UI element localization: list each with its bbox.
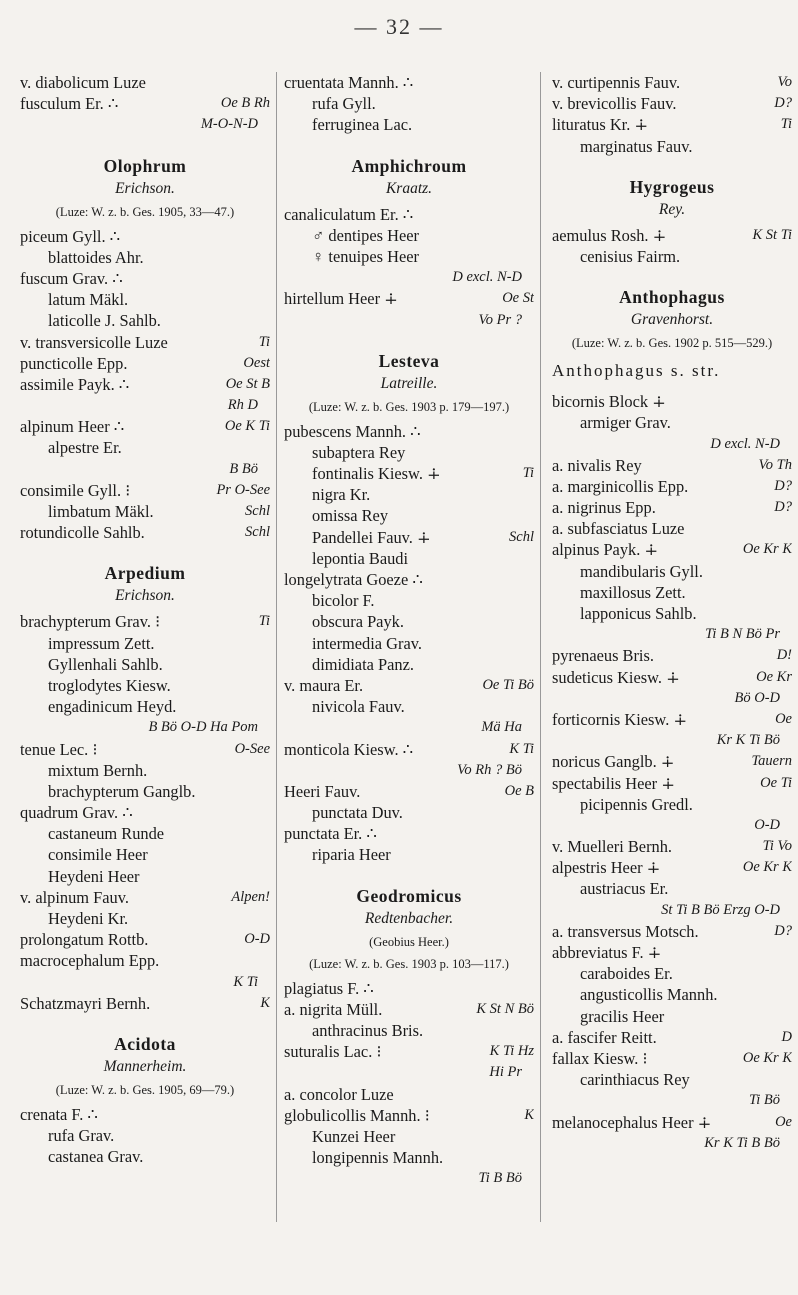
species-entry [552, 539, 792, 560]
synonym-entry [20, 844, 270, 865]
distribution-note: Oe Kr K [740, 857, 792, 878]
distribution-note: Tauern [748, 751, 792, 772]
species-name: alpinum Heer ∴ [20, 417, 125, 437]
synonym-entry [284, 442, 534, 463]
distribution-continuation: Vo Pr ? [478, 311, 522, 328]
species-entry [552, 1048, 792, 1069]
author-name: Redtenbacher. [364, 909, 454, 927]
genus-heading: Hygrogeus [629, 176, 715, 197]
synonym-entry [284, 505, 534, 526]
synonym-entry [20, 247, 270, 268]
distribution-continuation: Vo Rh ? Bö [457, 761, 522, 778]
species-name: Heeri Fauv. [284, 781, 361, 801]
species-name: anthracinus Bris. [312, 1021, 424, 1040]
species-name: puncticolle Epp. [20, 353, 128, 373]
species-name: carinthiacus Rey [580, 1070, 690, 1090]
synonym-entry [20, 823, 270, 844]
distribution-continuation: Rh D [227, 397, 258, 414]
synonym-entry [552, 963, 792, 984]
distribution-note: Oe B [502, 781, 534, 802]
species-name: latum Mäkl. [48, 290, 129, 310]
species-entry [552, 667, 792, 688]
species-name: alpinus Payk. ∔ [552, 540, 659, 560]
distribution-note: Oe Ti [757, 773, 792, 794]
species-entry [20, 802, 270, 823]
species-name: globulicollis Mannh. ⁝ [284, 1105, 430, 1125]
subgenus-heading: Anthophagus s. str. [552, 361, 721, 381]
species-entry [20, 353, 270, 374]
distribution-continuation: Ti Bö [748, 1092, 780, 1109]
species-name: nivicola Fauv. [312, 697, 405, 717]
species-name: v. curtipennis Fauv. [552, 73, 681, 92]
species-entry [552, 773, 792, 794]
synonym-entry [20, 289, 270, 310]
column-left [20, 72, 270, 1168]
species-name: tenue Lec. ⁝ [20, 739, 98, 759]
species-name: Schatzmayri Bernh. [20, 993, 151, 1013]
species-name: a. nigrita Müll. [284, 999, 383, 1019]
species-entry [284, 569, 534, 590]
species-name: bicolor F. [312, 591, 375, 611]
genus-heading: Amphichroum [351, 155, 467, 176]
species-name: intermedia Grav. [312, 633, 422, 653]
species-name: impressum Zett. [48, 633, 155, 653]
species-name: punctata Duv. [312, 803, 403, 823]
synonym-entry [20, 501, 270, 522]
species-name: spectabilis Heer ∔ [552, 773, 675, 793]
species-entry [552, 72, 792, 93]
species-name: armiger Grav. [580, 413, 671, 433]
distribution-continuation: St Ti B Bö Erzg O-D [661, 901, 780, 918]
synonym-entry [284, 463, 534, 484]
species-name: mixtum Bernh. [48, 760, 148, 780]
species-name: Pandellei Fauv. ∔ [312, 527, 431, 547]
species-name: brachypterum Grav. ⁝ [20, 612, 161, 632]
synonym-entry [552, 984, 792, 1005]
species-entry [552, 391, 792, 412]
synonym-entry [20, 760, 270, 781]
distribution-continuation: D excl. N-D [710, 435, 780, 452]
synonym-entry [552, 582, 792, 603]
species-name: consimile Gyll. ⁝ [20, 480, 131, 500]
species-entry [20, 887, 270, 908]
species-name: longelytrata Goeze ∴ [284, 570, 423, 589]
synonym-entry [552, 878, 792, 899]
species-entry [284, 204, 534, 225]
species-name: limbatum Mäkl. [48, 502, 154, 521]
distribution-note: K Ti Hz [487, 1041, 534, 1062]
distribution-note: Oe B Rh [218, 93, 270, 114]
species-name: punctata Er. ∴ [284, 824, 377, 844]
species-name: a. fascifer Reitt. [552, 1027, 657, 1047]
synonym-entry [284, 548, 534, 569]
species-name: crenata F. ∴ [20, 1104, 98, 1124]
distribution-note: Vo Th [756, 455, 792, 476]
species-name: v. brevicollis Fauv. [552, 94, 677, 114]
species-name: subaptera Rey [312, 442, 406, 462]
species-entry [552, 497, 792, 518]
species-name: ♂ dentipes Heer [312, 225, 419, 245]
species-name: prolongatum Rottb. [20, 930, 149, 950]
synonym-entry [284, 633, 534, 654]
author-name: Erichson. [115, 587, 175, 605]
distribution-continuation: B Bö [229, 460, 258, 477]
species-name: angusticollis Mannh. [580, 985, 718, 1005]
genus-heading: Olophrum [103, 155, 187, 176]
species-name: fontinalis Kiesw. ∔ [312, 464, 441, 484]
synonym-entry [552, 1069, 792, 1090]
distribution-continuation: Kr K Ti Bö [716, 732, 780, 749]
species-entry [20, 611, 270, 632]
species-name: lapponicus Sahlb. [580, 604, 697, 623]
species-name: sudeticus Kiesw. ∔ [552, 667, 680, 687]
distribution-continuation: D excl. N-D [452, 269, 522, 286]
species-name: v. Muelleri Bernh. [552, 837, 673, 857]
synonym-entry [284, 1147, 534, 1168]
species-name: bicornis Block ∔ [552, 392, 666, 412]
literature-reference: (Luze: W. z. b. Ges. 1903 p. 103—117.) [309, 956, 509, 971]
distribution-note: Ti [778, 114, 792, 135]
species-name: a. concolor Luze [284, 1084, 394, 1104]
species-name: gracilis Heer [580, 1006, 665, 1026]
distribution-note: Vo [775, 72, 793, 93]
species-entry [284, 781, 534, 802]
species-name: a. subfasciatus Luze [552, 519, 685, 539]
synonym-entry [552, 603, 792, 624]
synonym-entry [20, 696, 270, 717]
distribution-note: Oe St B [223, 374, 270, 395]
distribution-note: Oe [772, 1112, 792, 1133]
species-name: lepontia Baudi [312, 548, 409, 568]
distribution-note: Oe [772, 709, 792, 730]
distribution-continuation: Ti B N Bö Pr [705, 626, 780, 643]
author-name: Mannerheim. [103, 1057, 187, 1075]
distribution-note: K St Ti [750, 225, 793, 246]
species-name: v. diabolicum Luze [20, 73, 146, 92]
author-name: Kraatz. [385, 179, 433, 197]
species-entry [20, 72, 270, 93]
species-name: v. transversicolle Luze [20, 332, 168, 352]
synonym-entry [552, 246, 792, 267]
species-name: noricus Ganglb. ∔ [552, 752, 675, 772]
species-entry [284, 72, 534, 93]
distribution-continuation: Hi Pr [489, 1064, 522, 1081]
synonym-entry [284, 93, 534, 114]
species-entry [20, 416, 270, 437]
distribution-note: D [779, 1027, 792, 1048]
species-name: alpestris Heer ∔ [552, 858, 661, 878]
literature-reference: (Luze: W. z. b. Ges. 1905, 69—79.) [55, 1082, 235, 1097]
species-entry [552, 114, 792, 135]
synonym-entry [284, 611, 534, 632]
species-name: fuscum Grav. ∴ [20, 268, 123, 288]
species-entry [552, 836, 792, 857]
distribution-note: Schl [242, 522, 270, 543]
species-entry [284, 999, 534, 1020]
species-name: macrocephalum Epp. [20, 951, 160, 971]
distribution-continuation: Mä Ha [481, 719, 522, 736]
species-entry [552, 645, 792, 666]
species-name: assimile Payk. ∴ [20, 374, 130, 394]
species-entry [20, 93, 270, 114]
species-name: austriacus Er. [580, 879, 669, 899]
species-name: picipennis Gredl. [580, 794, 693, 814]
distribution-note: Alpen! [228, 887, 270, 908]
distribution-continuation: M-O-N-D [200, 116, 258, 133]
synonym-entry [20, 633, 270, 654]
species-name: plagiatus F. ∴ [284, 978, 374, 998]
distribution-note: Ti Vo [760, 836, 792, 857]
distribution-note: O-D [241, 929, 270, 950]
synonym-entry [284, 590, 534, 611]
species-name: hirtellum Heer ∔ [284, 289, 398, 309]
species-name: blattoides Ahr. [48, 247, 144, 267]
species-entry [284, 823, 534, 844]
species-entry [284, 288, 534, 309]
synonym-entry [20, 437, 270, 458]
species-name: maxillosus Zett. [580, 582, 686, 602]
distribution-note: Pr O-See [213, 480, 270, 501]
species-name: mandibularis Gyll. [580, 561, 703, 581]
species-name: dimidiata Panz. [312, 654, 414, 674]
synonym-entry [284, 696, 534, 717]
species-entry [284, 1105, 534, 1126]
species-name: riparia Heer [312, 845, 391, 865]
species-name: v. alpinum Fauv. [20, 887, 129, 907]
species-name: castaneum Runde [48, 824, 165, 844]
synonym-entry [284, 1126, 534, 1147]
distribution-note: Oe Kr [753, 667, 792, 688]
species-name: v. maura Er. [284, 675, 364, 695]
species-name: laticolle J. Sahlb. [48, 311, 161, 331]
species-name: alpestre Er. [48, 438, 122, 458]
distribution-note: Schl [242, 501, 270, 522]
genus-heading: Arpedium [104, 563, 186, 584]
species-name: rufa Gyll. [312, 94, 376, 114]
distribution-continuation: O-D [754, 816, 780, 833]
literature-reference: (Luze: W. z. b. Ges. 1905, 33—47.) [55, 204, 235, 219]
distribution-note: K St N Bö [473, 999, 534, 1020]
column-middle [284, 72, 534, 1190]
species-name: piceum Gyll. ∴ [20, 226, 121, 246]
distribution-note: Oest [240, 353, 270, 374]
species-name: abbreviatus F. ∔ [552, 943, 662, 962]
species-name: omissa Rey [312, 506, 389, 526]
distribution-note: Oe St [499, 288, 534, 309]
species-name: marginatus Fauv. [580, 136, 693, 156]
species-name: a. nigrinus Epp. [552, 498, 656, 518]
synonym-entry [284, 654, 534, 675]
column-divider [276, 72, 277, 1222]
distribution-note: Oe Kr K [740, 539, 792, 560]
species-entry [552, 1027, 792, 1048]
species-name: canaliculatum Er. ∴ [284, 204, 414, 224]
synonym-entry [552, 794, 792, 815]
literature-reference: (Luze: W. z. b. Ges. 1903 p. 179—197.) [308, 399, 510, 414]
synonym-entry [20, 866, 270, 887]
species-entry [20, 950, 270, 971]
species-entry [284, 1041, 534, 1062]
species-name: Heydeni Kr. [48, 909, 129, 928]
species-entry [20, 480, 270, 501]
species-entry [552, 709, 792, 730]
species-entry [20, 522, 270, 543]
synonym-entry [284, 246, 534, 267]
species-entry [552, 1112, 792, 1133]
species-name: Kunzei Heer [312, 1126, 396, 1146]
synonym-entry [552, 561, 792, 582]
species-entry [20, 739, 270, 760]
species-entry [552, 518, 792, 539]
species-entry [552, 857, 792, 878]
synonym-entry [284, 114, 534, 135]
genus-heading: Acidota [114, 1033, 176, 1054]
column-divider [540, 72, 541, 1222]
synonym-entry [284, 844, 534, 865]
distribution-note: D? [771, 476, 792, 497]
species-name: troglodytes Kiesw. [48, 675, 171, 695]
distribution-continuation: B Bö O-D Ha Pom [148, 719, 258, 736]
author-name: Gravenhorst. [630, 311, 714, 329]
distribution-note: D! [774, 645, 792, 666]
synonym-entry [20, 310, 270, 331]
species-name: aemulus Rosh. ∔ [552, 225, 667, 245]
genus-heading: Lesteva [378, 350, 440, 371]
distribution-note: Oe K Ti [222, 416, 270, 437]
synonym-entry [284, 527, 534, 548]
synonym-entry [20, 1125, 270, 1146]
distribution-continuation: K Ti [233, 973, 258, 990]
species-name: a. transversus Motsch. [552, 921, 699, 941]
species-entry [552, 942, 792, 963]
species-name: a. nivalis Rey [552, 455, 642, 475]
species-name: engadinicum Heyd. [48, 697, 177, 717]
species-name: a. marginicollis Epp. [552, 476, 689, 496]
species-name: melanocephalus Heer ∔ [552, 1112, 712, 1132]
species-name: cruentata Mannh. ∴ [284, 73, 414, 92]
synonym-entry [284, 1020, 534, 1041]
distribution-note: Ti [256, 611, 270, 632]
species-entry [552, 921, 792, 942]
synonym-entry [284, 484, 534, 505]
page-number: — 32 — [354, 14, 444, 39]
distribution-note: K [257, 993, 270, 1014]
species-entry [552, 455, 792, 476]
species-name: castanea Grav. [48, 1147, 144, 1167]
synonym-entry [20, 781, 270, 802]
species-name: rotundicolle Sahlb. [20, 523, 145, 543]
author-name: Erichson. [115, 179, 175, 197]
species-name: nigra Kr. [312, 485, 371, 505]
species-name: fallax Kiesw. ⁝ [552, 1048, 648, 1068]
species-entry [552, 93, 792, 114]
species-name: longipennis Mannh. [312, 1148, 444, 1168]
distribution-continuation: Bö O-D [734, 689, 780, 706]
synonym-entry [284, 225, 534, 246]
distribution-note: D? [771, 497, 792, 518]
distribution-note: Oe Kr K [740, 1048, 792, 1069]
species-name: obscura Payk. [312, 612, 404, 632]
synonym-entry [20, 675, 270, 696]
species-name: ferruginea Lac. [312, 115, 413, 135]
species-name: monticola Kiesw. ∴ [284, 739, 414, 759]
distribution-continuation: Ti B Bö [478, 1170, 522, 1187]
species-name: lituratus Kr. ∔ [552, 115, 649, 135]
species-entry [552, 225, 792, 246]
author-name: Rey. [658, 200, 686, 218]
species-entry [20, 374, 270, 395]
synonym-entry [552, 412, 792, 433]
distribution-note: D? [771, 93, 792, 114]
literature-reference: (Geobius Heer.) [369, 934, 449, 949]
species-name: cenisius Fairm. [580, 246, 681, 266]
species-name: quadrum Grav. ∴ [20, 803, 133, 823]
species-name: pubescens Mannh. ∴ [284, 421, 421, 441]
species-name: ♀ tenuipes Heer [312, 246, 419, 266]
species-name: fusculum Er. ∴ [20, 94, 119, 114]
distribution-note: O-See [232, 739, 270, 760]
synonym-entry [20, 1146, 270, 1167]
species-name: consimile Heer [48, 845, 148, 865]
species-entry [20, 929, 270, 950]
distribution-note: D? [771, 921, 792, 942]
species-entry [20, 226, 270, 247]
literature-reference: (Luze: W. z. b. Ges. 1902 p. 515—529.) [571, 336, 773, 351]
species-name: Gyllenhali Sahlb. [48, 654, 163, 674]
species-entry [20, 268, 270, 289]
species-name: suturalis Lac. ⁝ [284, 1042, 382, 1062]
species-entry [284, 675, 534, 696]
species-entry [552, 476, 792, 497]
synonym-entry [552, 136, 792, 157]
species-entry [20, 993, 270, 1014]
species-name: Heydeni Heer [48, 866, 140, 886]
genus-heading: Geodromicus [356, 885, 462, 906]
species-name: pyrenaeus Bris. [552, 646, 654, 666]
column-right [552, 72, 792, 1154]
genus-heading: Anthophagus [619, 287, 725, 308]
synonym-entry [20, 654, 270, 675]
distribution-note: Ti [520, 463, 534, 484]
species-entry [284, 739, 534, 760]
species-entry [20, 332, 270, 353]
distribution-note: K Ti [506, 739, 534, 760]
species-entry [552, 751, 792, 772]
species-name: brachypterum Ganglb. [48, 781, 196, 801]
species-name: caraboides Er. [580, 964, 673, 984]
species-name: forticornis Kiesw. ∔ [552, 709, 688, 729]
species-entry [284, 978, 534, 999]
distribution-note: Oe Ti Bö [479, 675, 534, 696]
species-entry [284, 421, 534, 442]
synonym-entry [552, 1006, 792, 1027]
distribution-note: Schl [506, 527, 534, 548]
distribution-note: K [521, 1105, 534, 1126]
species-name: rufa Grav. [48, 1126, 115, 1146]
author-name: Latreille. [380, 374, 438, 392]
distribution-note: Ti [256, 332, 270, 353]
synonym-entry [20, 908, 270, 929]
synonym-entry [284, 802, 534, 823]
species-entry [20, 1104, 270, 1125]
species-entry [284, 1084, 534, 1105]
distribution-continuation: Kr K Ti B Bö [704, 1134, 780, 1151]
